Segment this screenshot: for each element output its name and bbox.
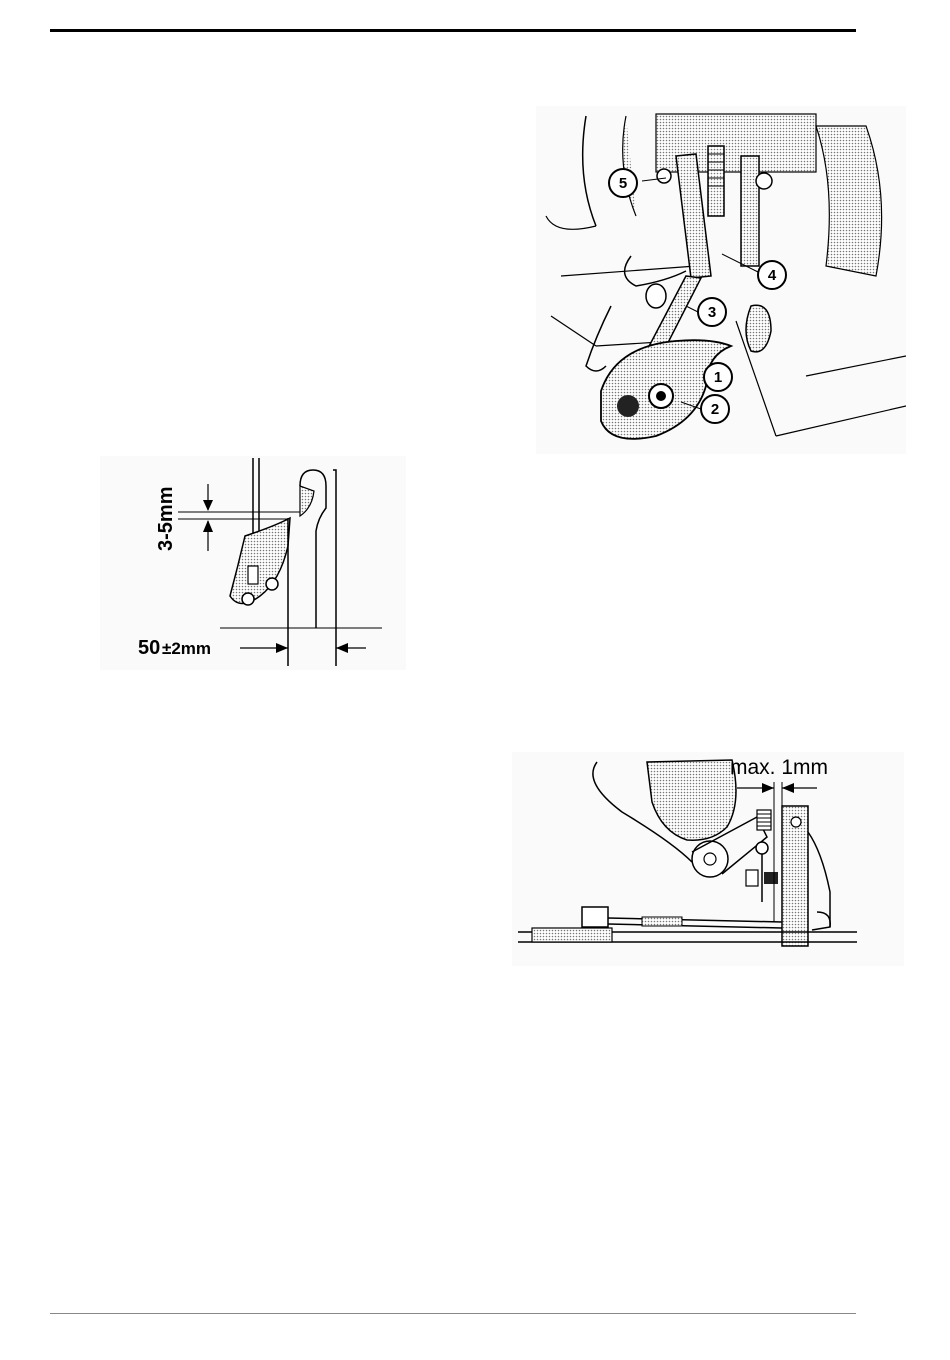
callout-1 — [704, 363, 732, 391]
horizontal-dim-tolerance: ±2mm — [162, 639, 212, 658]
svg-text:5: 5 — [618, 175, 628, 192]
clearance-diagram — [512, 752, 904, 966]
callout-4 — [758, 261, 786, 289]
header-rule — [50, 29, 856, 32]
svg-text:4: 4 — [767, 267, 777, 284]
horizontal-dim-value: 50 — [138, 637, 161, 659]
callout-5 — [609, 169, 637, 197]
footer-rule — [50, 1313, 856, 1314]
vertical-gap-label: 3-5mm — [155, 486, 177, 551]
svg-text:3: 3 — [707, 304, 717, 321]
svg-text:2: 2 — [710, 401, 720, 418]
hook-gap-diagram — [100, 456, 406, 670]
callout-2 — [701, 395, 729, 423]
clearance-label: max. 1mm — [730, 756, 829, 779]
callout-3 — [698, 298, 726, 326]
mechanism-illustration — [536, 106, 906, 454]
svg-text:1: 1 — [713, 369, 723, 386]
